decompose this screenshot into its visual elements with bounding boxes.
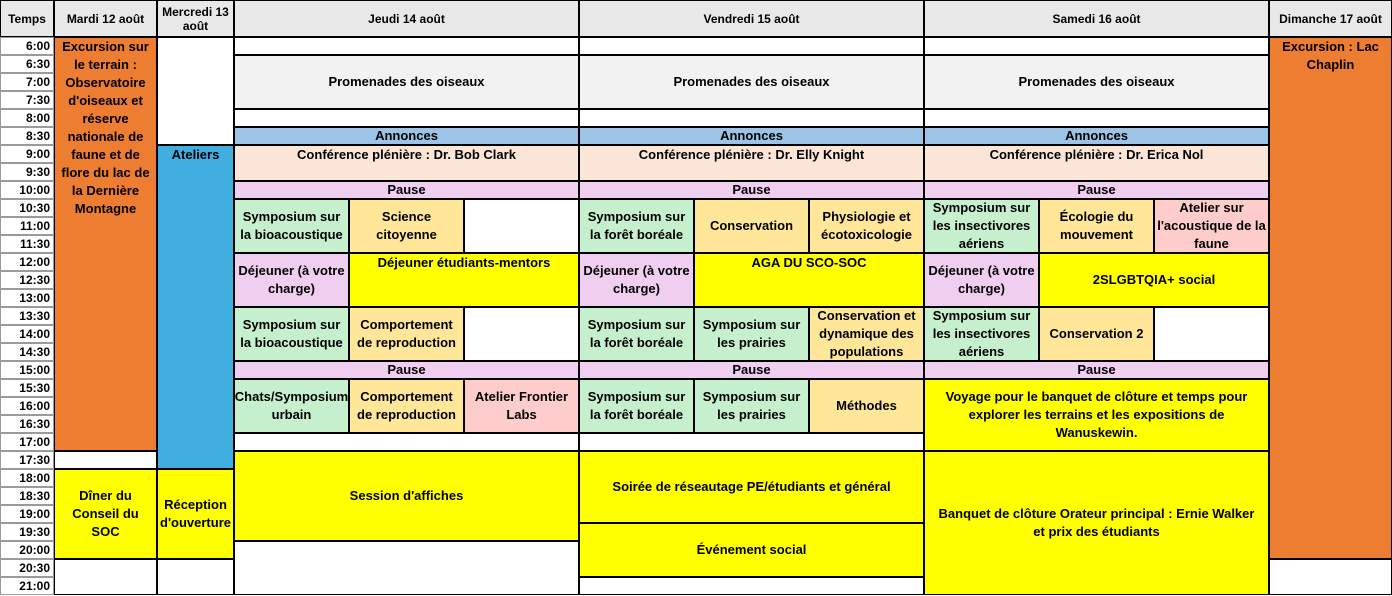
event-thu-birdwalk[interactable]: Promenades des oiseaux	[234, 55, 579, 109]
event-fri-aga[interactable]: AGA DU SCO-SOC	[694, 253, 924, 307]
empty-slot	[1269, 559, 1392, 595]
event-fri-conservation[interactable]: Conservation	[694, 199, 809, 253]
day-header-friday: Vendredi 15 août	[579, 0, 924, 37]
time-slot: 16:30	[0, 415, 54, 433]
time-slot: 7:00	[0, 73, 54, 91]
event-fri-annonces[interactable]: Annonces	[579, 127, 924, 145]
time-slot: 7:30	[0, 91, 54, 109]
event-fri-symposium-foret-boreale[interactable]: Symposium sur la forêt boréale	[579, 199, 694, 253]
time-slot: 9:30	[0, 163, 54, 181]
empty-slot	[234, 109, 579, 127]
time-slot: 11:30	[0, 235, 54, 253]
event-sun-excursion[interactable]: Excursion : Lac Chaplin	[1269, 37, 1392, 559]
day-header-sunday: Dimanche 17 août	[1269, 0, 1392, 37]
time-slot: 19:00	[0, 505, 54, 523]
event-fri-physiologie[interactable]: Physiologie et écotoxicologie	[809, 199, 924, 253]
event-tue-dinner[interactable]: Dîner du Conseil du SOC	[54, 469, 157, 559]
time-slot: 18:30	[0, 487, 54, 505]
time-slot: 11:00	[0, 217, 54, 235]
time-slot: 10:00	[0, 181, 54, 199]
event-sat-lunch[interactable]: Déjeuner (à votre charge)	[924, 253, 1039, 307]
empty-slot	[464, 199, 579, 253]
empty-slot	[579, 37, 924, 55]
event-thu-pause-afternoon[interactable]: Pause	[234, 361, 579, 379]
event-fri-symposium-foret-boreale-2[interactable]: Symposium sur la forêt boréale	[579, 307, 694, 361]
empty-slot	[234, 37, 579, 55]
time-slot: 6:30	[0, 55, 54, 73]
event-sat-2slgbtqia-social[interactable]: 2SLGBTQIA+ social	[1039, 253, 1269, 307]
empty-slot	[579, 577, 924, 595]
event-fri-networking[interactable]: Soirée de réseautage PE/étudiants et général	[579, 451, 924, 523]
event-sat-atelier-acoustique[interactable]: Atelier sur l'acoustique de la faune	[1154, 199, 1269, 253]
time-slot: 9:00	[0, 145, 54, 163]
time-slot: 6:00	[0, 37, 54, 55]
time-slot: 12:00	[0, 253, 54, 271]
time-slot: 14:00	[0, 325, 54, 343]
empty-slot	[54, 559, 157, 595]
event-thu-lunch[interactable]: Déjeuner (à votre charge)	[234, 253, 349, 307]
event-sat-symposium-insectivores-2[interactable]: Symposium sur les insectivores aériens	[924, 307, 1039, 361]
event-sat-ecologie-mouvement[interactable]: Écologie du mouvement	[1039, 199, 1154, 253]
time-slot: 16:00	[0, 397, 54, 415]
empty-slot	[924, 109, 1269, 127]
time-slot: 15:30	[0, 379, 54, 397]
event-thu-atelier-frontier-labs[interactable]: Atelier Frontier Labs	[464, 379, 579, 433]
event-thu-comportement-reproduction-2[interactable]: Comportement de reproduction	[349, 379, 464, 433]
time-slot: 17:30	[0, 451, 54, 469]
time-slot: 20:30	[0, 559, 54, 577]
empty-slot	[234, 541, 579, 595]
event-thu-lunch-mentors[interactable]: Déjeuner étudiants-mentors	[349, 253, 579, 307]
event-thu-symposium-bioacoustique[interactable]: Symposium sur la bioacoustique	[234, 199, 349, 253]
empty-slot	[54, 451, 157, 469]
event-thu-comportement-reproduction[interactable]: Comportement de reproduction	[349, 307, 464, 361]
event-thu-pause-morning[interactable]: Pause	[234, 181, 579, 199]
empty-slot	[579, 433, 924, 451]
day-header-thursday: Jeudi 14 août	[234, 0, 579, 37]
day-header-tuesday: Mardi 12 août	[54, 0, 157, 37]
event-thu-symposium-bioacoustique-2[interactable]: Symposium sur la bioacoustique	[234, 307, 349, 361]
event-thu-annonces[interactable]: Annonces	[234, 127, 579, 145]
time-slot: 20:00	[0, 541, 54, 559]
time-column-header: Temps	[0, 0, 54, 37]
time-slot: 19:30	[0, 523, 54, 541]
day-header-saturday: Samedi 16 août	[924, 0, 1269, 37]
event-fri-birdwalk[interactable]: Promenades des oiseaux	[579, 55, 924, 109]
event-fri-symposium-prairies[interactable]: Symposium sur les prairies	[694, 307, 809, 361]
event-sat-plenary[interactable]: Conférence plénière : Dr. Erica Nol	[924, 145, 1269, 181]
event-fri-symposium-prairies-2[interactable]: Symposium sur les prairies	[694, 379, 809, 433]
event-wed-ateliers[interactable]: Ateliers	[157, 145, 234, 469]
empty-slot	[464, 307, 579, 361]
time-slot: 13:00	[0, 289, 54, 307]
event-tue-excursion[interactable]: Excursion sur le terrain : Observatoire d'oiseaux et réserve nationale de faune et de flore du lac de la Dernière Montagne	[54, 37, 157, 451]
event-fri-plenary[interactable]: Conférence plénière : Dr. Elly Knight	[579, 145, 924, 181]
event-thu-chats-symposium-urbain[interactable]: Chats/Symposium urbain	[234, 379, 349, 433]
event-sat-conservation-2[interactable]: Conservation 2	[1039, 307, 1154, 361]
time-slot: 12:30	[0, 271, 54, 289]
time-slot: 8:30	[0, 127, 54, 145]
event-sat-symposium-insectivores[interactable]: Symposium sur les insectivores aériens	[924, 199, 1039, 253]
event-sat-voyage-wanuskewin[interactable]: Voyage pour le banquet de clôture et temps pour explorer les terrains et les expositions de Wanuskewin.	[924, 379, 1269, 451]
empty-slot	[924, 37, 1269, 55]
event-fri-social[interactable]: Événement social	[579, 523, 924, 577]
time-slot: 10:30	[0, 199, 54, 217]
event-sat-pause-afternoon[interactable]: Pause	[924, 361, 1269, 379]
time-slot: 15:00	[0, 361, 54, 379]
empty-slot	[234, 433, 579, 451]
event-sat-birdwalk[interactable]: Promenades des oiseaux	[924, 55, 1269, 109]
empty-slot	[579, 109, 924, 127]
event-thu-posters[interactable]: Session d'affiches	[234, 451, 579, 541]
event-sat-banquet[interactable]: Banquet de clôture Orateur principal : Ernie Walker et prix des étudiants	[924, 451, 1269, 595]
event-fri-conservation-populations[interactable]: Conservation et dynamique des populations	[809, 307, 924, 361]
empty-slot	[157, 559, 234, 595]
empty-slot	[157, 37, 234, 145]
time-slot: 13:30	[0, 307, 54, 325]
empty-slot	[1154, 307, 1269, 361]
day-header-wednesday: Mercredi 13 août	[157, 0, 234, 37]
event-fri-symposium-foret-boreale-3[interactable]: Symposium sur la forêt boréale	[579, 379, 694, 433]
event-fri-pause-morning[interactable]: Pause	[579, 181, 924, 199]
time-slot: 17:00	[0, 433, 54, 451]
time-slot: 8:00	[0, 109, 54, 127]
time-slot: 18:00	[0, 469, 54, 487]
event-wed-reception[interactable]: Réception d'ouverture	[157, 469, 234, 559]
event-fri-pause-afternoon[interactable]: Pause	[579, 361, 924, 379]
event-fri-lunch[interactable]: Déjeuner (à votre charge)	[579, 253, 694, 307]
event-fri-methodes[interactable]: Méthodes	[809, 379, 924, 433]
event-sat-pause-morning[interactable]: Pause	[924, 181, 1269, 199]
time-slot: 14:30	[0, 343, 54, 361]
event-thu-plenary[interactable]: Conférence plénière : Dr. Bob Clark	[234, 145, 579, 181]
event-sat-annonces[interactable]: Annonces	[924, 127, 1269, 145]
event-thu-science-citoyenne[interactable]: Science citoyenne	[349, 199, 464, 253]
time-slot: 21:00	[0, 577, 54, 595]
